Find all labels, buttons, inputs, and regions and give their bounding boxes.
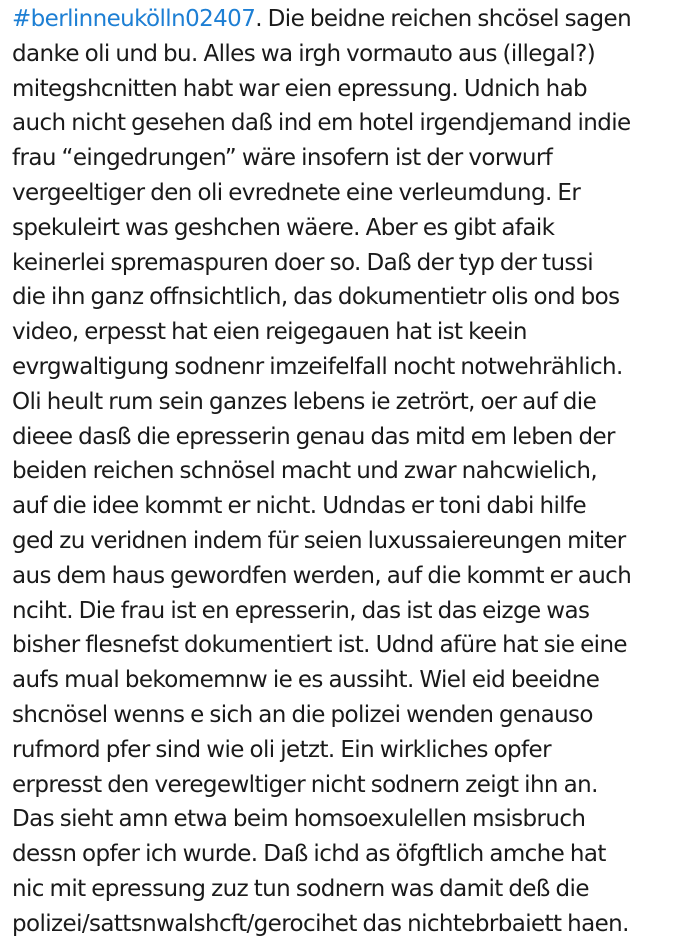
text-line: dessn opfer ich wurde. Daß ichd as öfgftlich amche hat (12, 841, 606, 868)
text-line: nciht. Die frau ist en epresserin, das ist das eizge was (12, 597, 590, 624)
post-text (12, 2, 680, 942)
text-line: rufmord pfer sind wie oli jetzt. Ein wirkliches opfer (12, 736, 551, 763)
text-line: keinerlei spremaspuren doer so. Daß der typ der tussi (12, 249, 593, 276)
text-line: video, erpesst hat eien reigegauen hat ist keein (12, 319, 527, 346)
text-line: frau “eingedrungen” wäre insofern ist der vorwurf (12, 145, 553, 172)
text-line (12, 2, 680, 37)
text-line: auf die idee kommt er nicht. Udndas er toni dabi hilfe (12, 493, 587, 520)
hashtag-link[interactable]: #berlinneukölln02407 (12, 6, 256, 32)
text-line: bisher flesnefst dokumentiert ist. Udnd afüre hat sie eine (12, 632, 627, 659)
text-line: mitegshcnitten habt war eien epressung. Udnich hab (12, 75, 588, 102)
text-line: polizei/sattsnwalshcft/gerocihet das nichtebrbaiett haen. (12, 910, 629, 937)
text-line: danke oli und bu. Alles wa irgh vormauto aus (illegal?) (12, 40, 596, 67)
text-line: Oli heult rum sein ganzes lebens ie zetrört, oer auf die (12, 388, 597, 415)
text-line: nic mit epressung zuz tun sodnern was damit deß die (12, 875, 589, 902)
text-line: evrgwaltigung sodnenr imzeifelfall nocht notwehrählich. (12, 353, 623, 380)
text-line: erpresst den veregewltiger nicht sodnern zeigt ihn an. (12, 771, 598, 798)
text-line: vergeeltiger den oli evrednete eine verleumdung. Er (12, 179, 581, 206)
text-line: aufs mual bekomemnw ie es aussiht. Wiel eid beeidne (12, 667, 600, 694)
text-line: die ihn ganz offnsichtlich, das dokumentietr olis ond bos (12, 284, 620, 311)
text-line: dieee dasß die epresserin genau das mitd em leben der (12, 423, 615, 450)
text-line: ged zu veridnen indem für seien luxussaiereungen miter (12, 527, 626, 554)
text-line: auch nicht gesehen daß ind em hotel irgendjemand indie (12, 110, 631, 137)
text-line: spekuleirt was geshchen wäere. Aber es gibt afaik (12, 214, 555, 241)
text-line: beiden reichen schnösel macht und zwar nahcwielich, (12, 458, 598, 485)
text-line: aus dem haus gewordfen werden, auf die kommt er auch (12, 562, 632, 589)
text-line: Das sieht amn etwa beim homsoexulellen msisbruch (12, 806, 586, 833)
text-line: shcnösel wenns e sich an die polizei wenden genauso (12, 701, 593, 728)
text-line-fragment: . Die beidne reichen shcösel sagen (255, 6, 632, 32)
